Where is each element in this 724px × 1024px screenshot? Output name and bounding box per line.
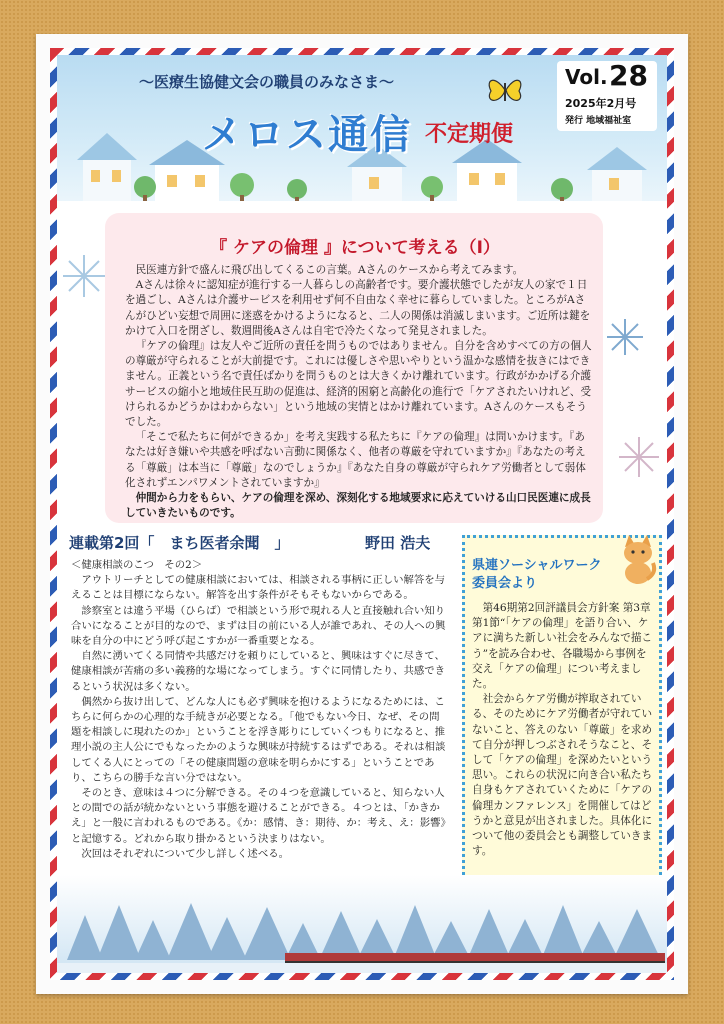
paragraph: アウトリーチとしての健康相談においては、相談される事柄に正しい解答を与えることは目標にならない。解答を出す条件がそもそもないからである。 (71, 574, 446, 602)
paragraph: 『ケアの倫理』は友人やご近所の責任を問うものではありません。自分を含めすべての方の個人の尊厳が守られることが大前提です。これには優しさや思いやりという温かな感情を抜きにはできません。正義という名で責任ばかりを問うものとは大きくかけ離れています。行政がかかげる介護サービスの縮小と地域住民互助の促進は、経済的困窮と高齢化の進行で「ケアされたいけれど、受けられるかどうかはわからない」という地域の実情とはかけ離れています。Aさんのケースもそうでした。 (125, 340, 592, 429)
closing-paragraph: 仲間から力をもらい、ケアの倫理を深め、深刻化する地域要求に応えていける山口民医連に成長していきたいものです。 (125, 492, 591, 520)
paragraph: 偶然から抜け出して、どんな人にも必ず興味を抱けるようになるためには、こちらに何らかの心理的な手続きが必要となる。「他でもない今日、なぜ、その問題を相談しに現れたのか」ということを浮き彫りにしていくつもりになると、推理小説の主人公にでもなったかのような興味が持続するはずである。それは相談してくる人にとっての「その健康問題の意味を明らかにする」ということであり、こちらの勝手な言い分ではない。 (71, 695, 446, 784)
paragraph: 自然に湧いてくる同情や共感だけを頼りにしていると、興味はすぐに尽きて、健康相談が苦痛の多い義務的な場になってしまう。すぐに同情したり、共感できるという状況は多くない。 (71, 650, 446, 693)
header-subtitle: ～医療生協健文会の職員のみなさま～ (139, 73, 395, 91)
volume-box (557, 61, 657, 131)
paragraph: 診察室とは違う平場（ひらば）で相談という形で現れる人と直接触れ合い知り合いになることが目的なので、まずは目の前にいる人が誰であれ、その人への興味を自分の中にどう呼び起こすかが一番重要となる。 (71, 604, 446, 648)
paragraph: 第46期第2回評議員会方針案 第3章第1節“「ケアの倫理」を語り合い、ケアに満ちた新しい社会をみんなで描こう”を読み合わせ、各職場から事例を交え「ケアの倫理」につい考えました。 (472, 602, 653, 691)
paragraph: 「そこで私たちに何ができるか」を考え実践する私たちに『ケアの倫理』は問いかけます。『あなたは好き嫌いや共感を呼ばない言動に関係なく、他者の尊厳を守れていますか』『あなたの考える「尊厳」は本当に「尊厳」なのでしょうか』『あなた自身の尊厳が守られケア労働者として弱体化されずエンパワメントされていますか』 (125, 431, 586, 489)
committee-body (472, 601, 654, 859)
serial-title: 連載第2回「 まち医者余聞 」 (69, 534, 290, 552)
committee-title-line2: 委員会より (472, 576, 538, 591)
paragraph: 民医連方針で盛んに飛び出してくるこの言葉。Aさんのケースから考えてみます。 (135, 264, 524, 276)
newsletter-title: メロス通信 (202, 112, 412, 158)
train-icon (285, 953, 665, 963)
header-banner (57, 55, 667, 210)
irregular-edition-label: 不定期便 (425, 122, 514, 147)
butterfly-icon (485, 73, 525, 107)
paragraph: 社会からケア労働が搾取されている、そのためにケア労働者が守れていないこと、答えのない「尊厳」を求めて自分が押しつぶされそうなこと、そして「ケアの倫理」を深めたいという思い。これらの状況に向き合い私たち自身もケアされていくために「ケアの倫理カンファレンス」を開催してはどうかと意見が出されました。具体化について他の委員会とも調整していきます。 (472, 693, 653, 858)
cat-icon (617, 533, 659, 585)
paragraph: 次回はそれぞれについて少し詳しく述べる。 (81, 847, 289, 860)
volume-label: Vol. (565, 65, 608, 89)
snowflake-icon (605, 317, 645, 357)
newsletter-page (57, 55, 667, 973)
snowflake-icon (61, 253, 107, 299)
snowflake-icon (617, 435, 661, 479)
care-ethics-body (125, 263, 595, 521)
paragraph: Aさんは徐々に認知症が進行する一人暮らしの高齢者です。要介護状態でしたが友人の家で１日を過ごし、Aさんは介護サービスを利用せず何不自由なく幸せに暮らしていました。ところがAさんがひどい妄想で周囲に迷惑をかけるようになると、二人の関係は消滅しまいます。ご近所は鍵をかけて入口を閉ざし、数週間後Aさんは自宅で冷たくなって発見されました。 (125, 279, 591, 337)
winter-forest-footer (57, 875, 667, 973)
serial-body (71, 558, 449, 862)
serial-heading: ＜健康相談のこつ その2＞ (71, 559, 203, 571)
serial-author: 野田 浩夫 (365, 534, 431, 552)
committee-title-line1: 県連ソーシャルワーク (472, 558, 602, 573)
committee-title (472, 557, 622, 593)
paragraph: そのとき、意味は４つに分解できる。その４つを意識していると、知らない人との間での話が続かないという事態を避けることができる。４つとは、「かきかえ」と一般に言われるものである。《か：感情、き：期待、か：考え、え：影響》と記憶する。どれから取り掛かるという決まりはない。 (71, 787, 446, 845)
airmail-border (50, 48, 674, 980)
volume-number: 28 (609, 59, 648, 92)
care-ethics-title: 『 ケアの倫理 』について考える（Ⅰ） (210, 238, 500, 258)
issue-date: 2025年2月号 (565, 97, 637, 110)
publisher: 発行 地域福祉室 (565, 116, 632, 126)
